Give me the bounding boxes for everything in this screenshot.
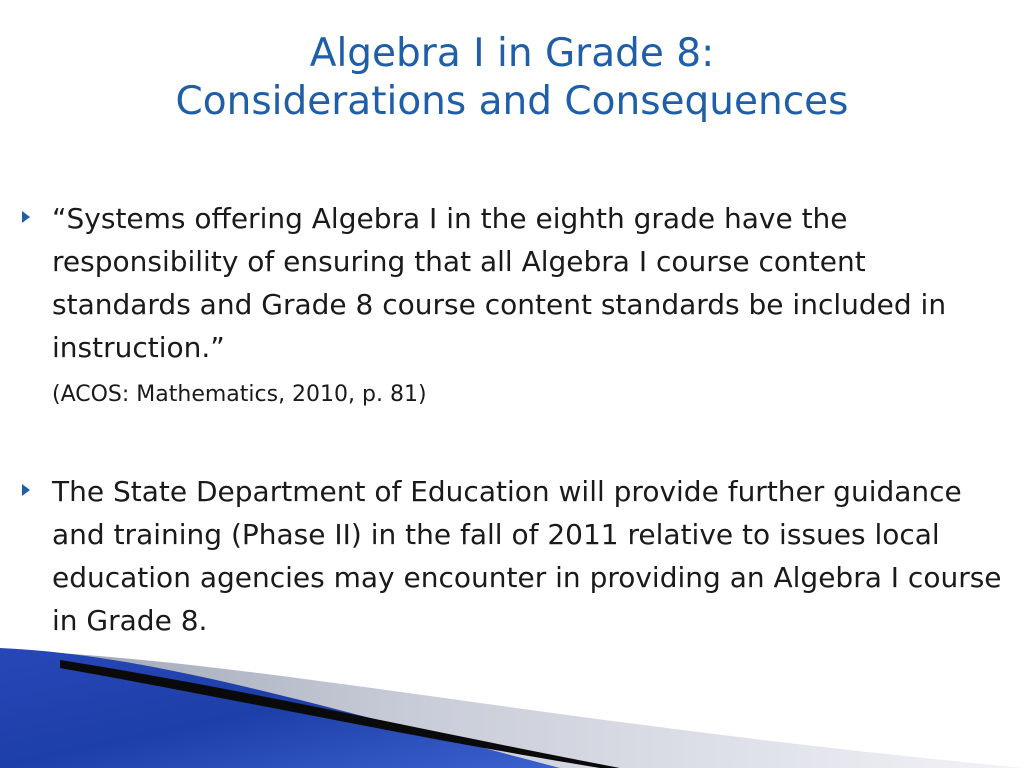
- triangle-right-icon: [22, 211, 30, 223]
- citation: (ACOS: Mathematics, 2010, p. 81): [52, 382, 427, 407]
- wave-black: [60, 660, 620, 768]
- wave-silver: [0, 650, 1024, 768]
- bullet-text-2: The State Department of Education will provide further guidance and training (Phase II) in the fall of 2011 relative to issues local education agencies may encounter in providing an Algebra I course in Grade 8.: [52, 475, 1002, 637]
- wave-blue: [0, 648, 560, 768]
- slide-title-line-1: Algebra I in Grade 8:: [309, 31, 715, 76]
- slide-title-line-2: Considerations and Consequences: [175, 79, 849, 124]
- bullet-text-1: “Systems offering Algebra I in the eighth grade have the responsibility of ensuring that all Algebra I course content standards and Grade 8 course content standards be included in instruction.”: [52, 202, 947, 364]
- slide-title: [0, 30, 1024, 126]
- triangle-right-icon: [22, 484, 30, 496]
